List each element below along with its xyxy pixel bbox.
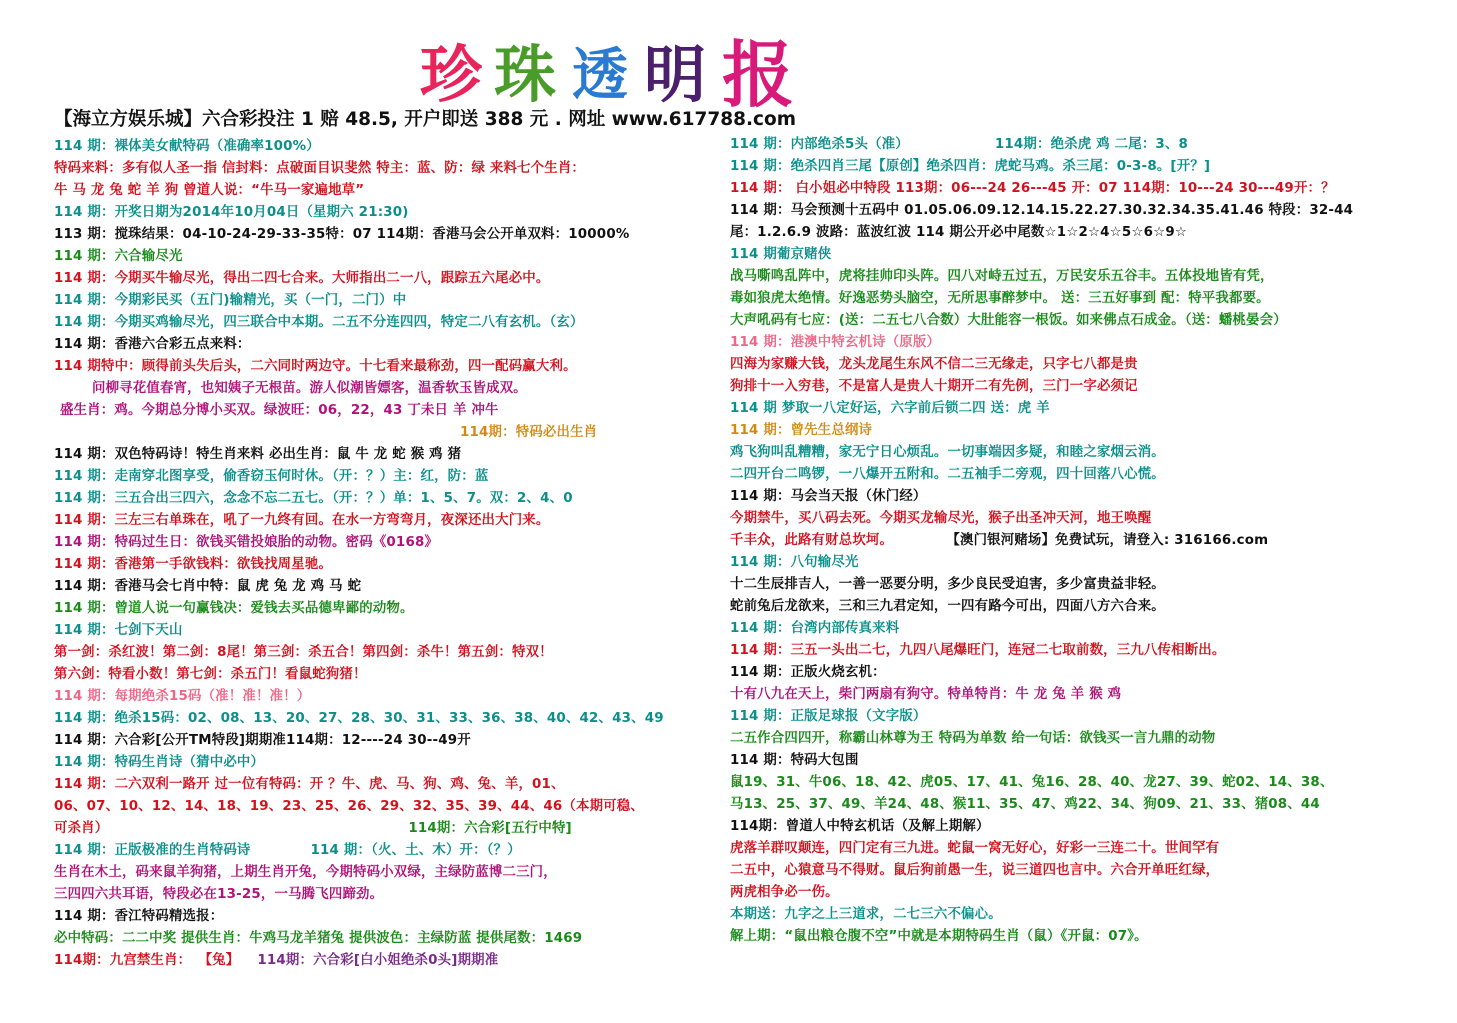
text-line [730,134,1430,156]
text-line: 114 期：绝杀15码：02、08、13、20、27、28、30、31、33、36、38、40、42、43、49 [54,711,664,726]
text-line: 114 期：马会当天报（休门经） [730,489,927,504]
text-line: 今期禁牛，买八码去死。今期买龙输尽光，猴子出圣冲天河，地王唤醒 [730,511,1152,526]
title-char: 珠 [494,38,557,111]
text-line: 114 期：三五合出三四六，念念不忘二五七。（开：？）单：1、5、7。双：2、4、0 [54,491,573,506]
text-line: 鼠19、31、牛06、18、42、虎05、17、41、兔16、28、40、龙27、39、蛇02、14、38、 [730,775,1334,790]
text-segment: 【兔】 [205,953,240,968]
text-line: 牛 马 龙 兔 蛇 羊 狗 曾道人说：“牛马一家遍地草” [54,183,365,198]
text-segment: 千丰众，此路有财总坎坷。 [730,533,894,548]
text-line: 十有八九在天上，柴门两扇有狗守。特单特肖：牛 龙 兔 羊 猴 鸡 [730,687,1122,702]
text-line: 狗排十一入穷巷，不是富人是贵人十期开二有先例，三门一字必须记 [730,379,1138,394]
text-line: 114 期：七剑下天山 [54,623,183,638]
text-line: 大声吼码有七应：(送：二五七八合数）大肚能容一根饭。如来佛点石成金。（送：蟠桃晏会） [730,313,1287,328]
title-char: 透 [572,42,629,108]
text-line: 二五中，心猿意马不得财。鼠后狗前愚一生，说三道四也言中。六合开单旺红绿， [730,863,1220,878]
text-line: 特码来料：多有似人圣一指 信封料：点破面目识斐然 特主：蓝、防：绿 来料七个生肖： [54,161,586,176]
text-line: 114 期：特码大包围 [730,753,859,768]
text-line: 06、07、10、12、14、18、19、23、25、26、29、32、35、39、44、46（本期可稳、 [54,799,644,814]
text-line: 114 期：走南穿北图享受，偷香窃玉何时休。（开：？）主：红，防：蓝 [54,469,489,484]
text-segment: 114期：六合彩[五行中特] [408,821,572,836]
text-line: 战马嘶鸣乱阵中，虎将挂帅印头阵。四八对峙五过五，万民安乐五谷丰。五体投地皆有凭， [730,269,1274,284]
text-line: 114 期：六合彩[公开TM特段]期期准114期：12----24 30--49开 [54,733,471,748]
text-line: 本期送：九字之上三道求，二七三六不偏心。 [730,907,1002,922]
text-line: 114期：特码必出生肖 [460,425,598,440]
text-line: 114 期：裸体美女献特码（准确率100%） [54,139,320,154]
text-line: 114 期：香江特码精选报： [54,909,224,924]
text-line: 114 期：今期买鸡输尽光，四三联合中本期。二五不分连四四，特定二八有玄机。（玄） [54,315,584,330]
text-line: 问柳寻花值春宵，也知姨子无根苗。游人似潮皆嫖客，温香软玉皆成双。 [92,381,527,396]
text-line: 114 期：二六双利一路开 过一位有特码：开 ？牛、虎、马、狗、鸡、兔、羊，01、 [54,777,565,792]
text-line: 三四四六共耳语，特段必在13-25，一马腾飞四蹄劲。 [54,887,384,902]
text-line: 114 期：特码生肖诗（猜中必中） [54,755,265,770]
text-line: 114 期：香港第一手欲钱料：欲钱找周星驰。 [54,557,333,572]
text-line [54,818,704,840]
text-line: 114 期：曾先生总纲诗 [730,423,873,438]
text-line: 114 期：台湾内部传真来料 [730,621,900,636]
text-line: 114 期： 白小姐必中特段 113期：06---24 26---45 开：07 114期：10---24 30---49开：？ [730,181,1335,196]
text-segment: 114期：绝杀虎 鸡 二尾：3、8 [994,137,1189,152]
text-line: 虎落羊群叹颠连，四门定有三九进。蛇鼠一窝无好心，好彩一三连二十。世间罕有 [730,841,1220,856]
text-line [54,840,704,862]
text-line: 114 期：正版火烧玄机： [730,665,886,680]
text-line: 114 期：今期买牛输尽光，得出二四七合来。大师指出二一八，跟踪五六尾必中。 [54,271,550,286]
text-line: 113 期：搅珠结果：04-10-24-29-33-35特：07 114期：香港马会公开单双料：10000% [54,227,630,242]
text-line: 解上期：“鼠出粮仓腹不空”中就是本期特码生肖（鼠）《开鼠：07》。 [730,929,1148,944]
text-line: 114 期葡京赌侠 [730,247,832,262]
text-line: 二四开台二鸣锣，一八爆开五附和。二五袖手二旁观，四十回落八心慌。 [730,467,1165,482]
text-line: 114 期：香港六合彩五点来料： [54,337,251,352]
text-line: 第一剑：杀红波！第二剑：8尾！第三剑：杀五合！第四剑：杀牛！第五剑：特双！ [54,645,553,660]
text-line: 114 期：今期彩民买（五门)输精光，买（一门，二门）中 [54,293,407,308]
title-char: 明 [644,38,707,111]
text-line: 必中特码：二二中奖 提供生肖：牛鸡马龙羊猪兔 提供波色：主绿防蓝 提供尾数：1469 [54,931,583,946]
left-column [54,136,704,972]
text-segment: 114期：九宫禁生肖： [54,953,192,968]
text-line: 马13、25、37、49、羊24、48、猴11、35、47、鸡22、34、狗09、21、33、猪08、44 [730,797,1320,812]
text-line: 114 期：开奖日期为2014年10月04日（星期六 21:30) [54,205,409,220]
text-line: 114 期：绝杀四肖三尾【原创】绝杀四肖：虎蛇马鸡。杀三尾：0-3-8。[开？] [730,159,1211,174]
text-line: 114 期 梦取一八定好运，六字前后锁二四 送：虎 羊 [730,401,1050,416]
text-line: 生肖在木土，码来鼠羊狗猪，上期生肖开兔，今期特码小双绿，主绿防蓝博二三门， [54,865,557,880]
text-segment: 114 期：正版极准的生肖特码诗 [54,843,251,858]
text-line: 114 期：三五一头出二七，九四八尾爆旺门，连冠二七取前数，三九八传相断出。 [730,643,1226,658]
text-segment: 114 期：（火、土、木）开：（？） [310,843,521,858]
text-line: 114 期：港澳中特玄机诗（原版） [730,335,941,350]
text-line: 毒如狼虎太绝情。好逸恶势头脑空，无所思事醉梦中。 送：三五好事到 配：特平我都要。 [730,291,1270,306]
title-char: 珍 [420,38,483,111]
casino-ad: 【澳门银河赌场】免费试玩，请登入: 316166.com [953,533,1269,548]
text-line: 114期：曾道人中特玄机话（及解上期解） [730,819,990,834]
text-line: 114 期：曾道人说一句赢钱决：爱钱去买品德卑鄙的动物。 [54,601,414,616]
text-line: 四海为家赚大钱，龙头龙尾生东风不信二三无缘走，只字七八都是贵 [730,357,1138,372]
text-line: 两虎相争必一伤。 [730,885,839,900]
text-line: 十二生辰排吉人，一善一恶要分明，多少良民受迫害，多少富贵益非轻。 [730,577,1165,592]
text-line [730,530,1430,552]
text-segment: 114 期：内部绝杀5头（准） [730,137,909,152]
text-line: 尾：1.2.6.9 波路：蓝波红波 114 期公开必中尾数☆1☆2☆4☆5☆6☆9☆ [730,225,1188,240]
right-column [730,134,1430,948]
text-line: 盛生肖：鸡。今期总分博小买双。绿波旺：06，22，43 丁未日 羊 冲牛 [60,403,499,418]
text-line: 二五作合四四开，称霸山林尊为王 特码为单数 给一句话：欲钱买一言九鼎的动物 [730,731,1216,746]
text-line: 114 期：特码过生日：欲钱买错投娘胎的动物。密码《0168》 [54,535,439,550]
text-line: 114 期：每期绝杀15码（准！准！准！） [54,689,311,704]
ad-banner: 【海立方娱乐城】六合彩投注 1 赔 48.5, 开户即送 388 元 . 网址 www.617788.com [54,109,796,130]
text-line: 114 期：双色特码诗！特生肖来料 必出生肖：鼠 牛 龙 蛇 猴 鸡 猪 [54,447,462,462]
text-line: 第六剑：特看小数！第七剑：杀五门！看鼠蛇狗猪！ [54,667,367,682]
text-line: 鸡飞狗叫乱糟糟，家无宁日心烦乱。一切事端因多疑，和睦之家烟云消。 [730,445,1165,460]
text-segment: 114期：六合彩[白小姐绝杀0头]期期准 [257,953,499,968]
text-line [54,950,704,972]
text-line: 蛇前兔后龙欲来，三和三九君定知，一四有路今可出，四面八方六合来。 [730,599,1165,614]
text-line: 114 期：六合输尽光 [54,249,183,264]
text-line: 114 期：三左三右单珠在，吼了一九终有回。在水一方弯弯月，夜深还出大门来。 [54,513,550,528]
text-line: 114 期：马会预测十五码中 01.05.06.09.12.14.15.22.27.30.32.34.35.41.46 特段：32-44 [730,203,1354,218]
text-line: 114 期：正版足球报（文字版） [730,709,927,724]
text-line: 114 期：香港马会七肖中特：鼠 虎 兔 龙 鸡 马 蛇 [54,579,362,594]
text-line: 114 期特中：顾得前头失后头，二六同时两边守。十七看来最称劲，四一配码赢大利。 [54,359,577,374]
text-segment: 可杀肖） [54,821,109,836]
text-line: 114 期：八句输尽光 [730,555,859,570]
title-char: 报 [722,32,795,117]
